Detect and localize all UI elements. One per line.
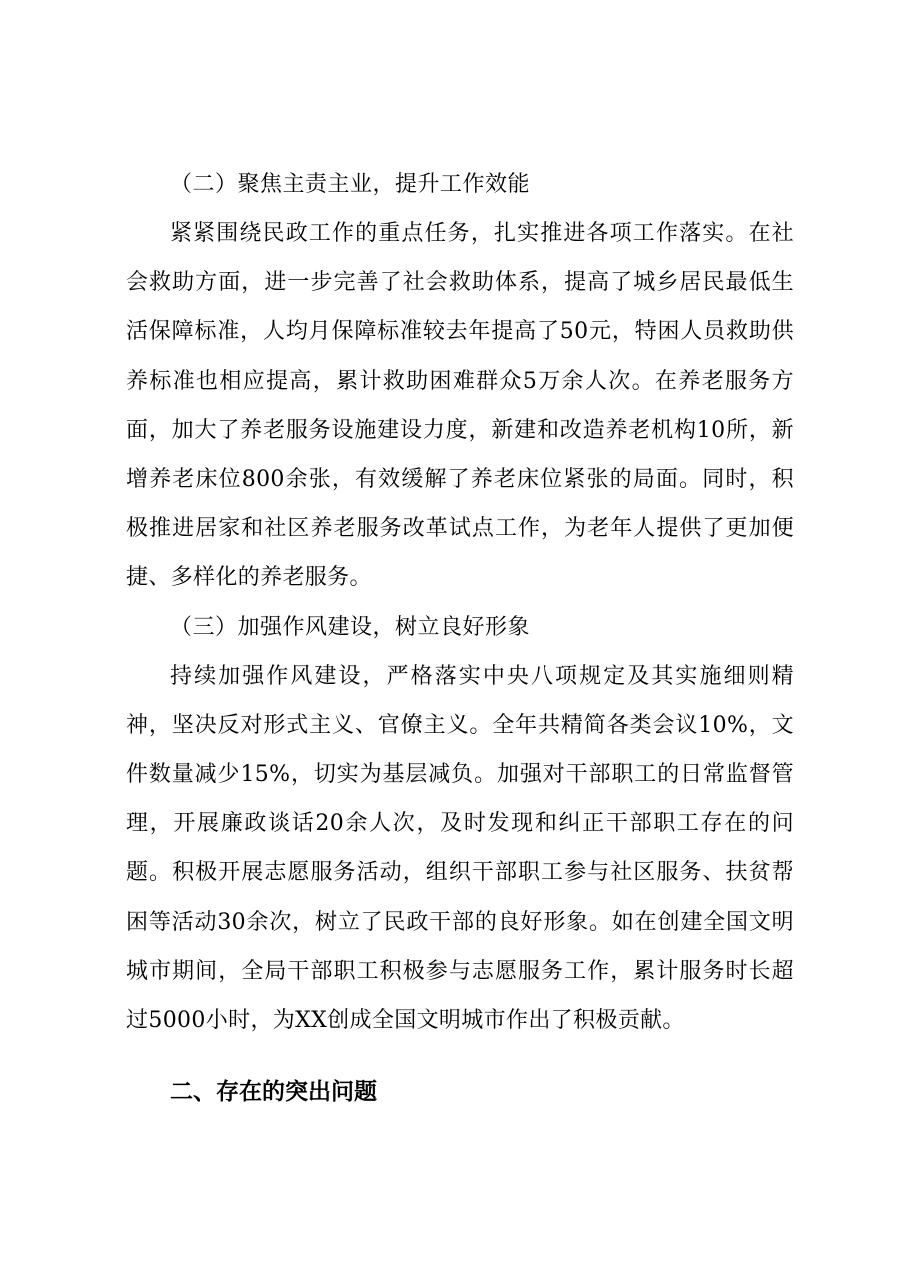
- section-2-heading: （二）聚焦主责主业，提升工作效能: [170, 172, 531, 197]
- section-2-paragraph: 紧紧围绕民政工作的重点任务，扎实推进各项工作落实。在社会救助方面，进一步完善了社会救助体系，提高了城乡居民最低生活保障标准，人均月保障标准较去年提高了50元，特困人员救助供养标准也相应提高，累计救助困难群众5万余人次。在养老服务方面，加大了养老服务设施建设力度，新建和改造养老机构10所，新增养老床位800余张，有效缓解了养老床位紧张的局面。同时，积极推进居家和社区养老服务改革试点工作，为老年人提供了更加便捷、多样化的养老服务。: [126, 221, 794, 591]
- document-content: [126, 160, 794, 1119]
- section-3-paragraph: 持续加强作风建设，严格落实中央八项规定及其实施细则精神，坚决反对形式主义、官僚主义。全年共精简各类会议10%，文件数量减少15%，切实为基层减负。加强对干部职工的日常监督管理，开展廉政谈话20余人次，及时发现和纠正干部职工存在的问题。积极开展志愿服务活动，组织干部职工参与社区服务、扶贫帮困等活动30余次，树立了民政干部的良好形象。如在创建全国文明城市期间，全局干部职工积极参与志愿服务工作，累计服务时长超过5000小时，为XX创成全国文明城市作出了积极贡献。: [126, 663, 794, 1034]
- section-3-heading: （三）加强作风建设，树立良好形象: [170, 614, 531, 640]
- part-2-heading: 二、存在的突出问题: [170, 1079, 377, 1106]
